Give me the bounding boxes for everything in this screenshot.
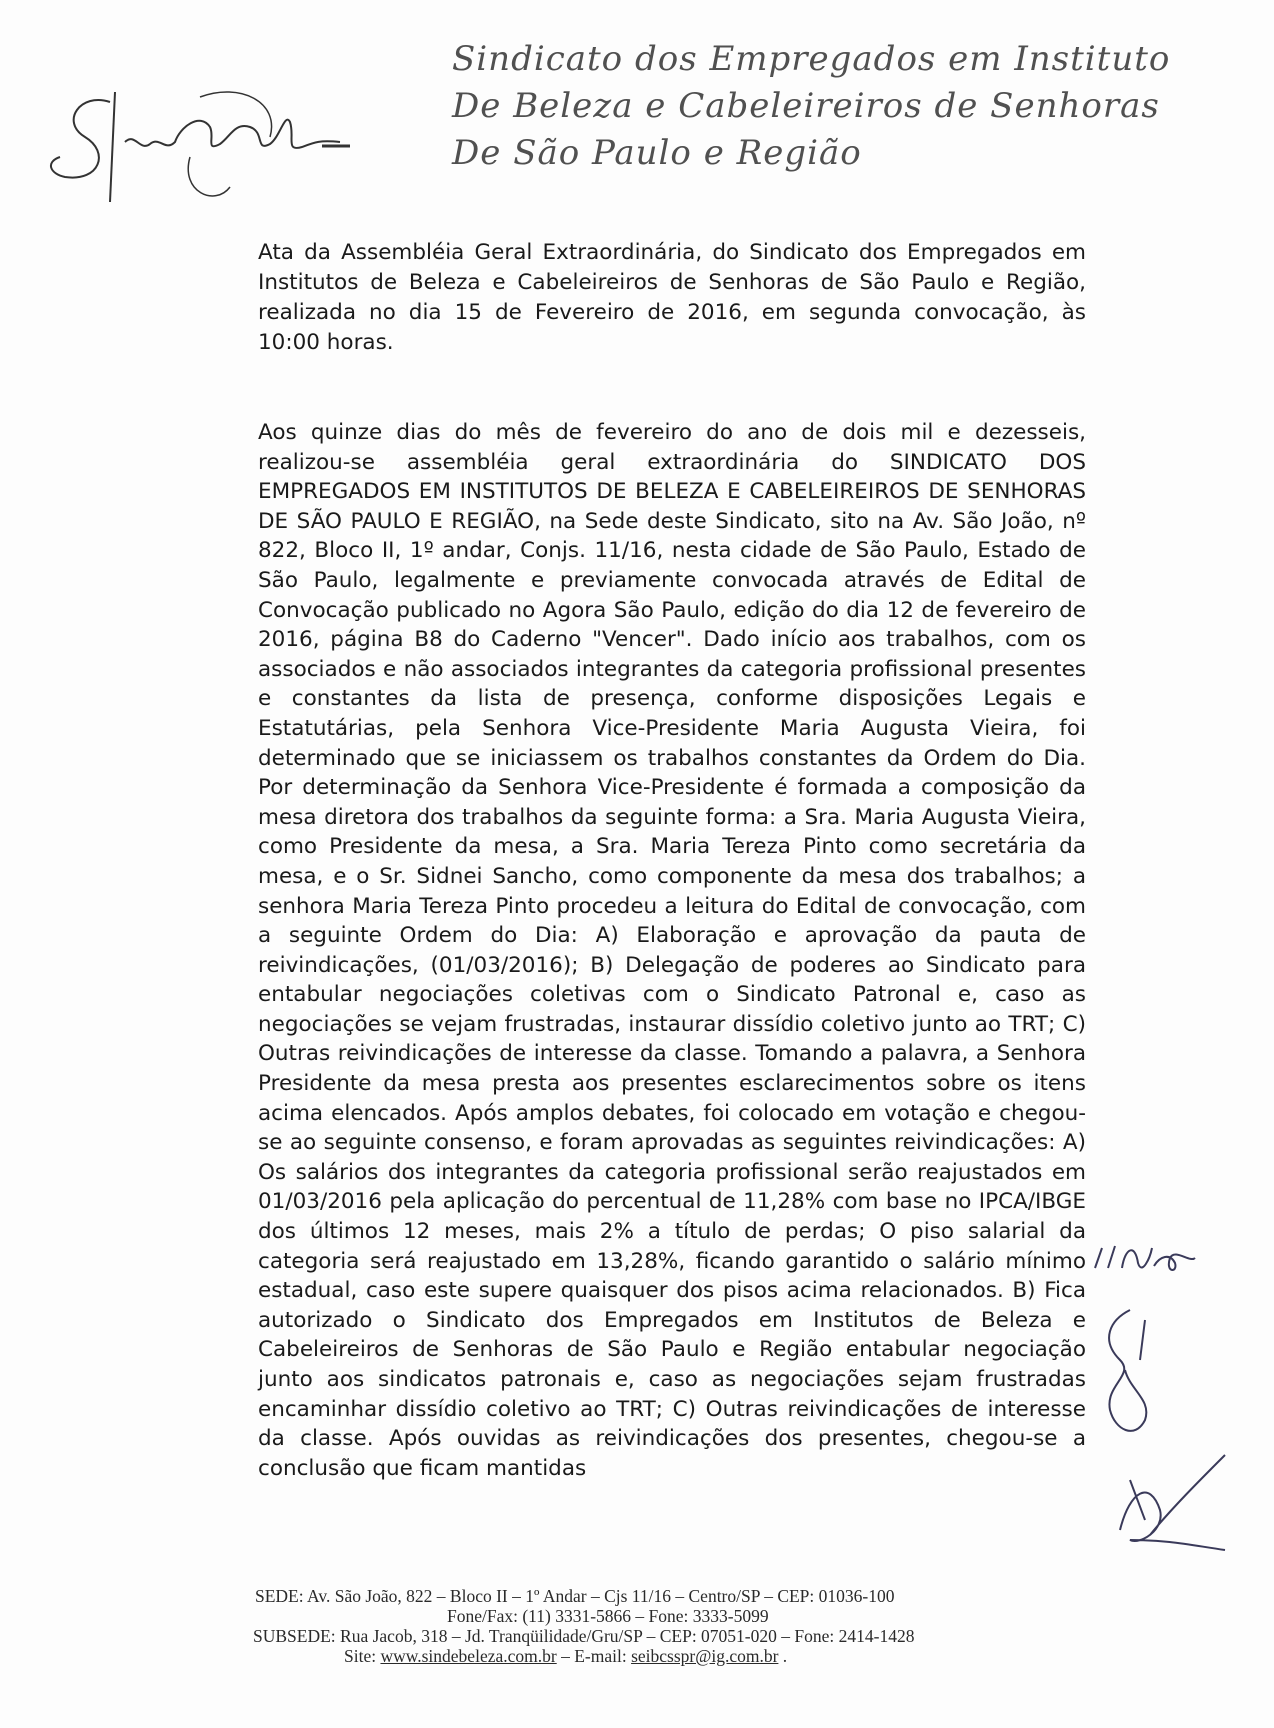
email-link[interactable]: seibcsspr@ig.com.br — [631, 1646, 779, 1666]
site-label: Site: — [344, 1646, 381, 1666]
footer-web-line — [344, 1646, 787, 1666]
signature-initials-3 — [1110, 1450, 1230, 1560]
union-name-line-2: De Beleza e Cabeleireiros de Senhoras — [452, 86, 1160, 126]
union-name-line-3: De São Paulo e Região — [452, 133, 862, 173]
sindebeleza-logo — [40, 82, 360, 212]
union-name-line-1: Sindicato dos Empregados em Instituto — [452, 39, 1171, 79]
footer-subsede-address: SUBSEDE: Rua Jacob, 318 – Jd. Tranqüilidade/Gru/SP – CEP: 07051-020 – Fone: 2414-1428 — [253, 1626, 915, 1646]
union-name-header — [452, 36, 1252, 177]
signature-initials-1 — [1090, 1228, 1200, 1288]
email-label: – E-mail: — [556, 1646, 632, 1666]
footer-trailing-dot: . — [778, 1646, 788, 1666]
footer-phone: Fone/Fax: (11) 3331-5866 – Fone: 3333-5099 — [447, 1606, 769, 1626]
minutes-title: Ata da Assembléia Geral Extraordinária, do Sindicato dos Empregados em Institutos de Beleza e Cabeleireiros de Senhoras de São Paulo e Região, realizada no dia 15 de Fevereiro de 2016, em segunda convocação, às 10:00 horas. — [258, 240, 1086, 355]
footer-sede-address: SEDE: Av. São João, 822 – Bloco II – 1º Andar – Cjs 11/16 – Centro/SP – CEP: 01036-100 — [255, 1586, 895, 1606]
site-link[interactable]: www.sindebeleza.com.br — [380, 1646, 557, 1666]
signature-initials-2 — [1090, 1300, 1160, 1450]
minutes-body: Aos quinze dias do mês de fevereiro do ano de dois mil e dezesseis, realizou-se assembléia geral extraordinária do SINDICATO DOS EMPREGADOS EM INSTITUTOS DE BELEZA E CABELEIREIROS DE SENHORAS DE SÃO PAULO E REGIÃO, na Sede deste Sindicato, sito na Av. São João, nº 822, Bloco II, 1º andar, Conjs. 11/16, nesta cidade de São Paulo, Estado de São Paulo, legalmente e previamente convocada através de Edital de Convocação publicado no Agora São Paulo, edição do dia 12 de fevereiro de 2016, página B8 do Caderno "Vencer". Dado início aos trabalhos, com os associados e não associados integrantes da categoria profissional presentes e constantes da lista de presença, conforme disposições Legais e Estatutárias, pela Senhora Vice-Presidente Maria Augusta Vieira, foi determinado que se iniciassem os trabalhos constantes da Ordem do Dia. Por determinação da Senhora Vice-Presidente é formada a composição da mesa diretora dos trabalhos da seguinte forma: a Sra. Maria Augusta Vieira, como Presidente da mesa, a Sra. Maria Tereza Pinto como secretária da mesa, e o Sr. Sidnei Sancho, como componente da mesa dos trabalhos; a senhora Maria Tereza Pinto procedeu a leitura do Edital de convocação, com a seguinte Ordem do Dia: A) Elaboração e aprovação da pauta de reivindicações, (01/03/2016); B) Delegação de poderes ao Sindicato para entabular negociações coletivas com o Sindicato Patronal e, caso as negociações se vejam frustradas, instaurar dissídio coletivo junto ao TRT; C) Outras reivindicações de interesse da classe. Tomando a palavra, a Senhora Presidente da mesa presta aos presentes esclarecimentos sobre os itens acima elencados. Após amplos debates, foi colocado em votação e chegou-se ao seguinte consenso, e foram aprovadas as seguintes reivindicações: A) Os salários dos integrantes da categoria profissional serão reajustados em 01/03/2016 pela aplicação do percentual de 11,28% com base no IPCA/IBGE dos últimos 12 meses, mais 2% a título de perdas; O piso salarial da categoria será reajustado em 13,28%, ficando garantido o salário mínimo estadual, caso este supere quaisquer dos pisos acima relacionados. B) Fica autorizado o Sindicato dos Empregados em Institutos de Beleza e Cabeleireiros de Senhoras de São Paulo e Região entabular negociação junto aos sindicatos patronais e, caso as negociações sejam frustradas encaminhar dissídio coletivo ao TRT; C) Outras reivindicações de interesse da classe. Após ouvidas as reivindicações dos presentes, chegou-se a conclusão que ficam mantidas — [258, 420, 1086, 1481]
